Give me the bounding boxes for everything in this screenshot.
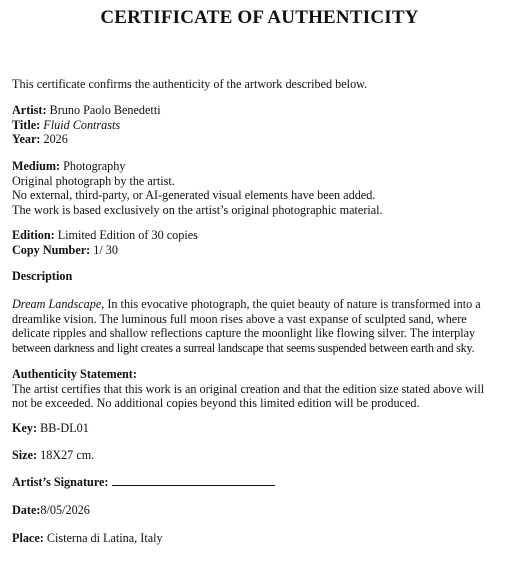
key-value: BB-DL01: [40, 421, 89, 435]
medium-label: Medium:: [12, 159, 61, 173]
authenticity-heading: Authenticity Statement:: [12, 367, 137, 381]
size-row: [12, 448, 512, 463]
description-line-text: , In this evocative photograph, the quiet beauty of nature is transformed into a: [101, 297, 481, 311]
signature-section: [12, 475, 512, 490]
signature-line[interactable]: [112, 475, 275, 486]
date-section: [12, 503, 512, 518]
description-line: [12, 297, 512, 312]
medium-value: Photography: [63, 159, 126, 173]
work-title-value: Fluid Contrasts: [43, 117, 121, 132]
intro-text: [12, 77, 512, 92]
artist-row: [12, 103, 512, 118]
description-italic-lead: Dream Landscape: [12, 297, 102, 311]
medium-line: No external, third-party, or AI-generated visual elements have been added.: [12, 188, 376, 203]
size-value: 18X27 cm.: [40, 448, 95, 462]
date-label: Date:: [12, 503, 41, 517]
edition-section: [12, 228, 512, 257]
year-value: 2026: [43, 132, 68, 147]
key-label: Key:: [12, 421, 38, 435]
edition-row: [12, 228, 512, 243]
authenticity-line: The artist certifies that this work is an original creation and that the edition size stated above will: [12, 381, 485, 396]
description-paragraph: [12, 297, 512, 355]
copy-number-label: Copy Number:: [12, 242, 91, 257]
medium-line: The work is based exclusively on the artist’s original photographic material.: [12, 202, 383, 217]
artist-value: Bruno Paolo Benedetti: [49, 103, 161, 117]
signature-row: [12, 475, 512, 490]
work-title-label: Title:: [12, 117, 41, 132]
edition-label: Edition:: [12, 228, 55, 242]
key-row: [12, 421, 512, 436]
medium-line: Original photograph by the artist.: [12, 173, 175, 188]
medium-section: [12, 159, 512, 217]
place-row: [12, 531, 512, 546]
place-section: [12, 531, 512, 546]
artwork-details: [12, 103, 512, 147]
date-row: [12, 503, 512, 518]
authenticity-line: not be exceeded. No additional copies beyond this limited edition will be produced.: [12, 396, 420, 411]
authenticity-section: [12, 367, 512, 411]
description-heading: Description: [12, 269, 73, 283]
medium-row: [12, 159, 512, 174]
intro-line: This certificate confirms the authenticity of the artwork described below.: [12, 77, 368, 91]
place-label: Place:: [12, 531, 44, 545]
year-row: [12, 132, 512, 147]
title-row: [12, 118, 512, 133]
place-value: Cisterna di Latina, Italy: [46, 531, 163, 545]
signature-label: Artist’s Signature:: [12, 475, 109, 489]
size-label: Size:: [12, 448, 38, 462]
artist-label: Artist:: [12, 103, 47, 117]
copy-number-value: 1/ 30: [93, 242, 118, 257]
copy-number-row: [12, 243, 512, 258]
description-line: between darkness and light creates a surreal landscape that seems suspended between earth and sky.: [12, 340, 475, 355]
key-section: [12, 421, 512, 436]
edition-value: Limited Edition of 30 copies: [57, 228, 198, 242]
date-value: 8/05/2026: [40, 503, 90, 517]
description-heading-block: [12, 269, 512, 284]
size-section: [12, 448, 512, 463]
year-label: Year:: [12, 132, 41, 147]
description-line: dreamlike vision. The luminous full moon rises above a vast expanse of sculpted sand, where: [12, 311, 467, 326]
certificate-title: CERTIFICATE OF AUTHENTICITY: [100, 7, 419, 28]
description-line: delicate ripples and shallow reflections capture the moonlight like flowing silver. The interplay: [12, 326, 476, 341]
